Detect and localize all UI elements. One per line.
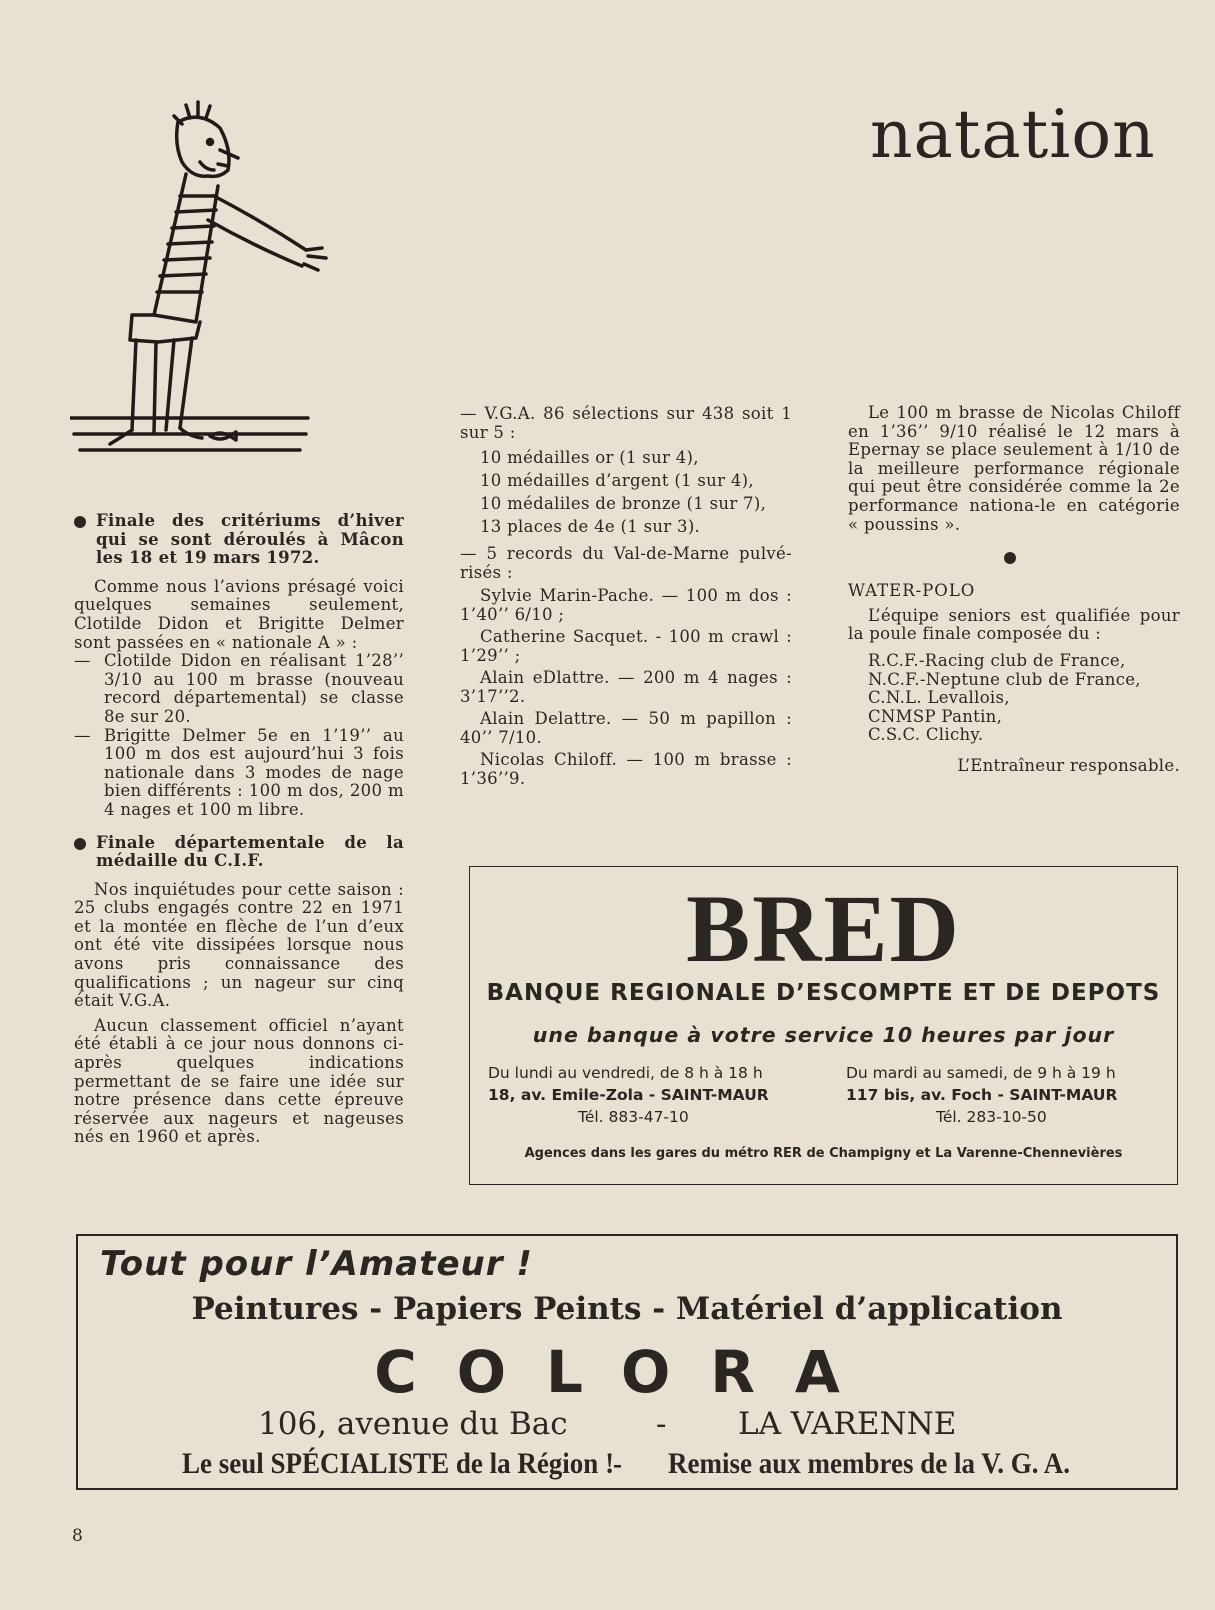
paragraph: Comme nous l’avions présagé voici quelques semaines seulement, Clotilde Didon et Brigitte Delmer sont passées en « nationale A » : bbox=[74, 576, 404, 652]
list-item: R.C.F.-Racing club de France, bbox=[868, 650, 1126, 670]
colora-city: LA VARENNE bbox=[738, 1406, 957, 1442]
paragraph: L’équipe seniors est qualifiée pour la poule finale composée du : bbox=[848, 605, 1180, 644]
list-item: C.S.C. Clichy. bbox=[868, 725, 984, 745]
list-item: Catherine Sacquet. - 100 m crawl : 1’29’’ ; bbox=[460, 627, 792, 665]
paragraph: — V.G.A. 86 sélections sur 438 soit 1 sur 5 : bbox=[460, 404, 792, 442]
paragraph: Nos inquiétudes pour cette saison : 25 clubs engagés contre 22 en 1971 et la montée en flèche de l’un d’eux ont été vite dissipées lorsque nous avons pris connaissance des qualifications ; un nageur sur cinq était V.G.A. bbox=[74, 879, 404, 1011]
bred-agency-left: Du lundi au vendredi, de 8 h à 18 h 18, av. Emile-Zola - SAINT-MAUR Tél. 883-47-10 bbox=[488, 1064, 769, 1126]
list-item: — Clotilde Didon en réalisant 1’28’’ 3/10 au 100 m brasse (nouveau record départemental) se classe 8e sur 20. bbox=[74, 651, 404, 726]
separator-dot bbox=[1004, 552, 1016, 564]
diver-illustration bbox=[70, 100, 330, 480]
list-item: — Brigitte Delmer 5e en 1’19’’ au 100 m dos est aujourd’hui 3 fois nationale dans 3 modes de nage bien différents : 100 m dos, 200 m 4 nages et 100 m libre. bbox=[74, 725, 404, 819]
bullet-icon bbox=[74, 516, 86, 528]
colora-separator: - bbox=[613, 1446, 622, 1480]
paragraph: — 5 records du Val-de-Marne pulvé-risés : bbox=[460, 544, 792, 582]
paragraph: Aucun classement officiel n’ayant été établi à ce jour nous donnons ci-après quelques indications permettant de se faire une idée sur notre présence dans cette épreuve réservée aux nageurs et nageuses nés en 1960 et après. bbox=[74, 1015, 404, 1147]
list-item: Sylvie Marin-Pache. — 100 m dos : 1’40’’ 6/10 ; bbox=[460, 586, 792, 624]
section-heading-cif: Finale départementale de la médaille du C.I.F. bbox=[74, 834, 404, 871]
bred-subtitle: BANQUE REGIONALE D’ESCOMPTE ET DE DEPOTS bbox=[486, 980, 1161, 1006]
bred-logo: BRED bbox=[686, 875, 961, 982]
page-title: natation bbox=[870, 96, 1156, 173]
list-item: C.N.L. Levallois, bbox=[868, 688, 1010, 708]
colora-products: Peintures - Papiers Peints - Matériel d’application bbox=[191, 1291, 1063, 1327]
list-item: N.C.F.-Neptune club de France, bbox=[868, 669, 1141, 689]
bullet-icon bbox=[74, 838, 86, 850]
list-item: 10 médaliles de bronze (1 sur 7), bbox=[480, 494, 767, 513]
bred-footer: Agences dans les gares du métro RER de Champigny et La Varenne-Chennevières bbox=[524, 1146, 1123, 1161]
list-item: 10 médailles d’argent (1 sur 4), bbox=[480, 471, 754, 490]
bred-tagline: une banque à votre service 10 heures par jour bbox=[532, 1023, 1115, 1047]
colora-brand: COLORA bbox=[374, 1338, 880, 1406]
colora-address: 106, avenue du Bac bbox=[258, 1406, 568, 1442]
bred-agency-right: Du mardi au samedi, de 9 h à 19 h 117 bis, av. Foch - SAINT-MAUR Tél. 283-10-50 bbox=[846, 1064, 1118, 1126]
colora-headline: Tout pour l’Amateur ! bbox=[100, 1244, 533, 1284]
colora-advertisement bbox=[76, 1234, 1178, 1490]
list-item: 10 médailles or (1 sur 4), bbox=[480, 448, 699, 467]
paragraph: Le 100 m brasse de Nicolas Chiloff en 1’36’’ 9/10 réalisé le 12 mars à Epernay se place seulement à 1/10 de la meilleure performance régionale qui peut être considérée comme la 2e performance nationa-le en catégorie « poussins ». bbox=[848, 403, 1180, 534]
colora-specialist: Le seul SPÉCIALISTE de la Région ! bbox=[182, 1446, 615, 1480]
colora-separator: - bbox=[656, 1406, 667, 1442]
section-heading-criteriums: Finale des critériums d’hiver qui se sont déroulés à Mâcon les 18 et 19 mars 1972. bbox=[74, 512, 404, 568]
list-item: Alain eDlattre. — 200 m 4 nages : 3’17’’2. bbox=[460, 668, 792, 706]
list-item: 13 places de 4e (1 sur 3). bbox=[480, 517, 701, 536]
list-item: CNMSP Pantin, bbox=[868, 706, 1003, 726]
colora-discount: Remise aux membres de la V. G. A. bbox=[668, 1446, 1070, 1480]
list-item: Nicolas Chiloff. — 100 m brasse : 1’36’’9. bbox=[460, 750, 792, 788]
signature: L’Entraîneur responsable. bbox=[957, 755, 1180, 775]
bred-advertisement bbox=[469, 866, 1178, 1185]
page-number: 8 bbox=[72, 1526, 83, 1546]
section-heading-waterpolo: WATER-POLO bbox=[848, 581, 976, 601]
list-item: Alain Delattre. — 50 m papillon : 40’’ 7/10. bbox=[460, 709, 792, 747]
